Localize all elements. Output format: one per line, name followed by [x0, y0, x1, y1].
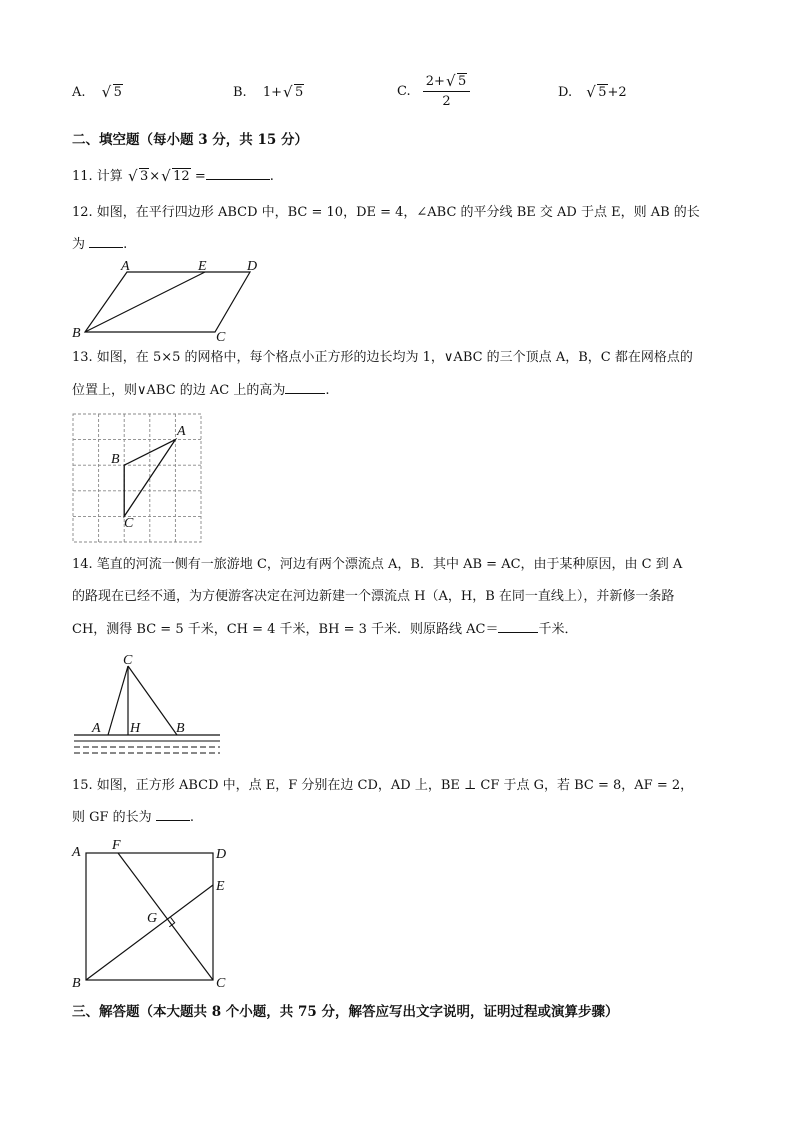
label-c: C [124, 516, 134, 531]
fraction: 2+ √ 5 2 [423, 74, 470, 109]
label-a: A [72, 845, 81, 860]
question-15-line-2: 则 GF 的长为 . [72, 810, 194, 825]
label-b: B [111, 452, 120, 467]
segment-cf [118, 853, 213, 980]
segment-ca [108, 666, 128, 735]
question-14-line-3: CH，测得 BC = 5 千米，CH = 4 千米，BH = 3 千米．则原路线 AC＝ 千米． [72, 622, 578, 637]
sqrt-symbol: √ 3 [127, 167, 149, 185]
section-3-heading: 三、解答题（本大题共 8 个小题，共 75 分，解答应写出文字说明，证明过程或演算步骤） [72, 1004, 619, 1020]
grid-figure [66, 405, 216, 545]
choice-a: A. √ 5 [72, 83, 122, 101]
sqrt-symbol: √ 5 [283, 83, 304, 101]
question-15-line-1: 15. 如图，正方形 ABCD 中，点 E，F 分别在边 CD，AD 上，BE ⊥ CF 于点 G，若 BC = 8，AF = 2， [72, 778, 694, 793]
sqrt-symbol: √ 5 [101, 83, 122, 101]
river-figure [70, 650, 230, 762]
choice-b: B. 1+ √ 5 [233, 83, 304, 101]
choice-d: D. √ 5+2 [558, 83, 627, 101]
question-12-line-1: 12. 如图，在平行四边形 ABCD 中，BC = 10，DE = 4，∠ABC 的平分线 BE 交 AD 于点 E，则 AB 的长 [72, 205, 700, 220]
question-14-line-1: 14. 笔直的河流一侧有一旅游地 C，河边有两个漂流点 A，B．其中 AB = AC，由于某种原因，由 C 到 A [72, 557, 683, 572]
segment-be [86, 885, 213, 980]
parallelogram-abcd [85, 272, 250, 332]
question-13-line-1: 13. 如图，在 5×5 的网格中，每个格点小正方形的边长均为 1，∨ABC 的三个顶点 A，B，C 都在网格点的 [72, 350, 693, 365]
label-c: C [123, 653, 133, 668]
label-e: E [216, 879, 225, 894]
answer-blank[interactable] [89, 235, 123, 248]
label-h: H [130, 721, 141, 736]
label-b: B [72, 976, 81, 991]
label-c: C [216, 976, 226, 991]
sqrt-symbol: √ 12 [161, 167, 190, 185]
segment-be [85, 272, 205, 332]
answer-blank[interactable] [498, 620, 538, 633]
question-12-line-2: 为 . [72, 237, 128, 252]
question-14-line-2: 的路现在已经不通，为方便游客决定在河边新建一个漂流点 H（A，H，B 在同一直线上），并新修一条路 [72, 589, 675, 604]
label-g: G [147, 911, 158, 926]
question-11: 11. 计算 √ 3× √ 12 = . [72, 167, 274, 185]
answer-blank[interactable] [156, 808, 190, 821]
section-2-heading: 二、填空题（每小题 3 分，共 15 分） [72, 132, 308, 148]
label-b: B [72, 326, 81, 341]
label-e: E [198, 259, 207, 274]
label-a: A [177, 424, 186, 439]
label-b: B [176, 721, 185, 736]
label-f: F [112, 838, 121, 853]
answer-blank[interactable] [285, 381, 325, 394]
square-figure [66, 835, 246, 995]
answer-blank[interactable] [206, 167, 270, 180]
sqrt-symbol: √ 5 [586, 83, 607, 101]
label-d: D [247, 259, 258, 274]
label-c: C [216, 330, 226, 345]
parallelogram-figure [60, 250, 280, 345]
choice-c: C. 2+ √ 5 2 [397, 74, 470, 109]
question-13-line-2: 位置上，则∨ABC 的边 AC 上的高为 . [72, 383, 330, 398]
label-a: A [121, 259, 130, 274]
label-a: A [92, 721, 101, 736]
label-d: D [216, 847, 227, 862]
